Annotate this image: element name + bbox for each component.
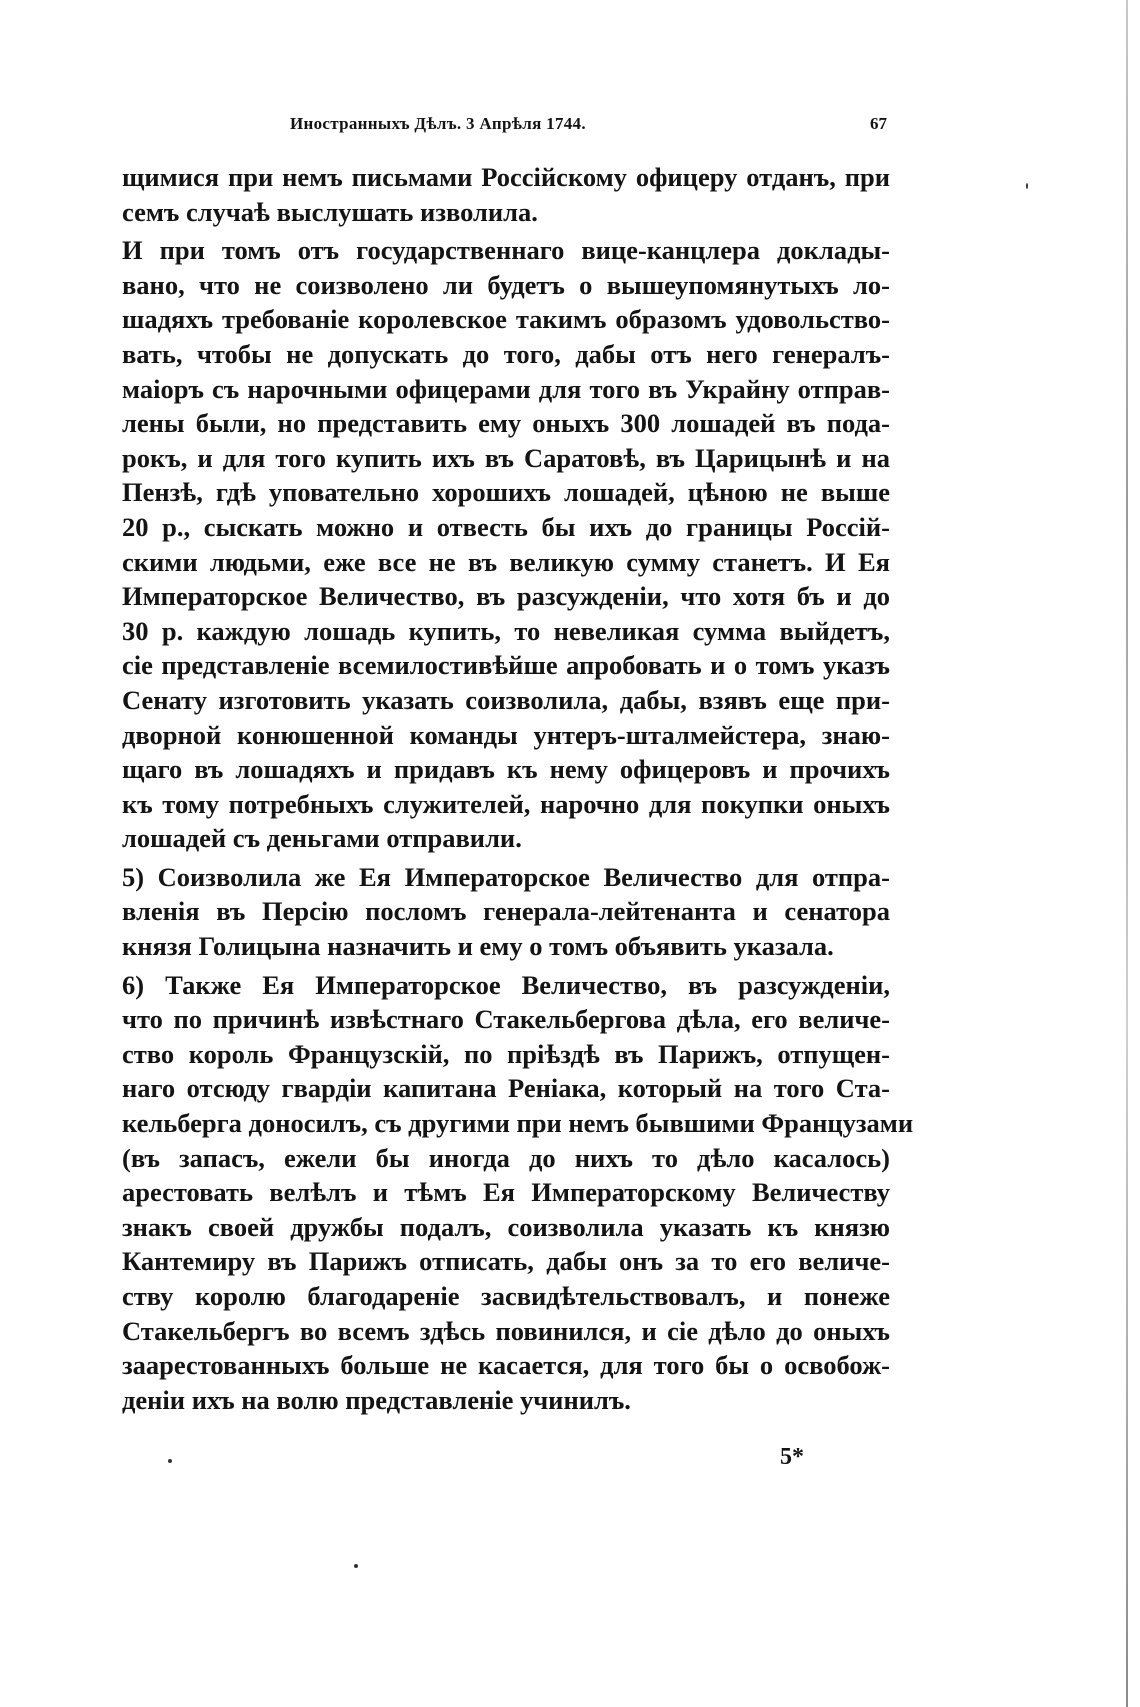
paragraph-2 <box>122 233 890 856</box>
text-line: сіе представленіе всемилостивѣйше апробовать и о томъ указъ <box>122 650 890 681</box>
text-line: И при томъ отъ государственнаго вице-канцлера доклады- <box>122 235 890 266</box>
scan-edge-line <box>1126 0 1128 1707</box>
text-line: заарестованныхъ больше не касается, для того бы о освобож- <box>122 1350 890 1381</box>
text-line: что по причинѣ извѣстнаго Стакельбергова дѣла, его величе- <box>122 1004 890 1035</box>
text-line: щимися при немъ письмами Россійскому офицеру отданъ, при <box>122 162 890 192</box>
text-line: деніи ихъ на волю представленіе учинилъ. <box>122 1384 631 1415</box>
scan-speck <box>1026 183 1028 189</box>
paragraph-4 <box>122 968 914 1418</box>
text-line: Императорское Величество, въ разсужденіи, что хотя бъ и до <box>122 581 890 612</box>
text-line: наго отсюду гвардіи капитана Реніака, который на того Ста- <box>122 1073 890 1104</box>
text-line: арестовать велѣлъ и тѣмъ Ея Императорскому Величеству <box>122 1177 890 1208</box>
text-line: къ тому потребныхъ служителей, нарочно для покупки оныхъ <box>122 788 890 819</box>
text-line: Пензѣ, гдѣ уповательно хорошихъ лошадей, цѣною не выше <box>122 477 890 508</box>
text-line: дворной конюшенной команды унтеръ-шталмейстера, знаю- <box>122 719 890 750</box>
signature-mark: 5* <box>780 1444 804 1470</box>
text-line: знакъ своей дружбы подалъ, соизволила указать къ князю <box>122 1211 890 1242</box>
text-line: рокъ, и для того купить ихъ въ Саратовѣ, въ Царицынѣ и на <box>122 442 890 473</box>
text-line: Сенату изготовить указать соизволила, дабы, взявъ еще при- <box>122 684 890 715</box>
text-line: князя Голицына назначить и ему о томъ объявить указала. <box>122 931 834 962</box>
text-line: 30 р. каждую лошадь купить, то невеликая сумма выйдетъ, <box>122 615 890 646</box>
text-line: вано, что не соизволено ли будетъ о вышеупомянутыхъ ло- <box>122 269 890 300</box>
body-text <box>122 160 914 1421</box>
scan-speck <box>168 1459 172 1463</box>
text-line: вать, чтобы не допускать до того, дабы отъ него генералъ- <box>122 338 890 369</box>
text-line: Кантемиру въ Парижъ отписать, дабы онъ за то его величе- <box>122 1246 890 1277</box>
text-line: 6) Также Ея Императорское Величество, въ разсужденіи, <box>122 969 890 1000</box>
text-line: семъ случаѣ выслушать изволила. <box>122 196 538 227</box>
text-line: шадяхъ требованіе королевское такимъ образомъ удовольство- <box>122 304 890 335</box>
text-line: вленія въ Персію посломъ генерала-лейтенанта и сенатора <box>122 896 890 927</box>
running-head: Иностранныхъ Дѣлъ. 3 Апрѣля 1744. <box>290 114 586 133</box>
text-line: (въ запасъ, ежели бы иногда до нихъ то дѣло касалось) <box>122 1142 890 1173</box>
text-line: скими людьми, еже все не въ великую сумму станетъ. И Ея <box>122 546 890 577</box>
paragraph-3 <box>122 860 890 964</box>
text-line: щаго въ лошадяхъ и придавъ къ нему офицеровъ и прочихъ <box>122 754 890 785</box>
text-line: 20 р., сыскать можно и отвесть бы ихъ до границы Россій- <box>122 511 890 542</box>
text-line: маіоръ съ нарочными офицерами для того въ Украйну отправ- <box>122 373 890 404</box>
scan-speck <box>354 1564 358 1568</box>
text-line: лены были, но представить ему оныхъ 300 лошадей въ пода- <box>122 408 890 439</box>
text-line: Стакельбергъ во всемъ здѣсь повинился, и сіе дѣло до оныхъ <box>122 1315 890 1346</box>
text-line: 5) Соизволила же Ея Императорское Величество для отпра- <box>122 861 890 892</box>
text-line: ству королю благодареніе засвидѣтельствовалъ, и понеже <box>122 1281 890 1311</box>
paragraph-1 <box>122 160 890 229</box>
text-line: кельберга доносилъ, съ другими при немъ бывшими Французами <box>122 1108 914 1139</box>
text-line: ство король Французскій, по пріѣздѣ въ Парижъ, отпущен- <box>122 1038 890 1069</box>
text-line: лошадей съ деньгами отправили. <box>122 823 522 854</box>
page-number: 67 <box>870 114 887 133</box>
